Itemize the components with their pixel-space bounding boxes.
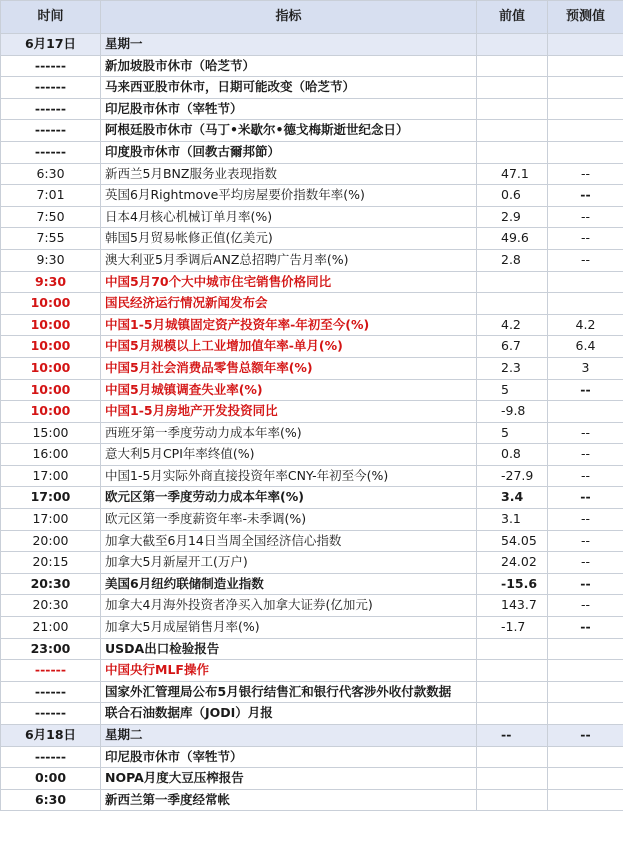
- indicator-cell: 中国1-5月实际外商直接投资年率CNY-年初至今(%): [101, 465, 477, 487]
- forecast-value-cell: [548, 120, 623, 142]
- table-row: [1, 573, 623, 595]
- table-row: [1, 444, 623, 466]
- table-row: [1, 314, 623, 336]
- table-row: [1, 789, 623, 811]
- indicator-cell: 星期二: [101, 725, 477, 747]
- indicator-cell: 中国1-5月房地产开发投资同比: [101, 401, 477, 423]
- table-row: [1, 206, 623, 228]
- table-row: [1, 379, 623, 401]
- time-cell: 6月17日: [1, 34, 101, 56]
- forecast-value-cell: [548, 681, 623, 703]
- table-row: [1, 228, 623, 250]
- previous-value-cell: 0.6: [477, 185, 548, 207]
- forecast-value-cell: --: [548, 185, 623, 207]
- forecast-value-cell: --: [548, 617, 623, 639]
- indicator-cell: 马来西亚股市休市，日期可能改变（哈芝节）: [101, 77, 477, 99]
- indicator-cell: 中国5月城镇调查失业率(%): [101, 379, 477, 401]
- forecast-value-cell: --: [548, 509, 623, 531]
- forecast-value-cell: [548, 789, 623, 811]
- indicator-cell: 中国5月社会消费品零售总额年率(%): [101, 357, 477, 379]
- indicator-cell: 新西兰第一季度经常帐: [101, 789, 477, 811]
- time-cell: 20:00: [1, 530, 101, 552]
- previous-value-cell: [477, 638, 548, 660]
- previous-value-cell: 24.02: [477, 552, 548, 574]
- previous-value-cell: --: [477, 725, 548, 747]
- table-body: [1, 34, 623, 811]
- indicator-cell: 日本4月核心机械订单月率(%): [101, 206, 477, 228]
- forecast-value-cell: [548, 768, 623, 790]
- previous-value-cell: -9.8: [477, 401, 548, 423]
- table-row: [1, 357, 623, 379]
- time-cell: 0:00: [1, 768, 101, 790]
- table-row: [1, 703, 623, 725]
- indicator-cell: 英国6月Rightmove平均房屋要价指数年率(%): [101, 185, 477, 207]
- table-row: [1, 185, 623, 207]
- previous-value-cell: 5: [477, 422, 548, 444]
- previous-value-cell: -1.7: [477, 617, 548, 639]
- forecast-value-cell: --: [548, 552, 623, 574]
- forecast-value-cell: 6.4: [548, 336, 623, 358]
- time-cell: 16:00: [1, 444, 101, 466]
- table-row: [1, 55, 623, 77]
- indicator-cell: 加拿大截至6月14日当周全国经济信心指数: [101, 530, 477, 552]
- forecast-value-cell: --: [548, 379, 623, 401]
- time-cell: ------: [1, 141, 101, 163]
- indicator-cell: 星期一: [101, 34, 477, 56]
- time-cell: ------: [1, 746, 101, 768]
- indicator-cell: 阿根廷股市休市（马丁•米歇尔•德戈梅斯逝世纪念日）: [101, 120, 477, 142]
- table-row: [1, 336, 623, 358]
- time-cell: 10:00: [1, 357, 101, 379]
- indicator-cell: 中国5月规模以上工业增加值年率-单月(%): [101, 336, 477, 358]
- forecast-value-cell: [548, 271, 623, 293]
- forecast-value-cell: [548, 703, 623, 725]
- table-row: [1, 401, 623, 423]
- indicator-cell: 联合石油数据库（JODI）月报: [101, 703, 477, 725]
- indicator-cell: 西班牙第一季度劳动力成本年率(%): [101, 422, 477, 444]
- previous-value-cell: 54.05: [477, 530, 548, 552]
- time-cell: 10:00: [1, 293, 101, 315]
- forecast-value-cell: [548, 401, 623, 423]
- forecast-value-cell: --: [548, 249, 623, 271]
- indicator-cell: 印度股市休市（回教古爾邦節）: [101, 141, 477, 163]
- table-row: [1, 249, 623, 271]
- previous-value-cell: 0.8: [477, 444, 548, 466]
- forecast-value-cell: --: [548, 595, 623, 617]
- indicator-cell: USDA出口检验报告: [101, 638, 477, 660]
- time-cell: ------: [1, 55, 101, 77]
- indicator-cell: 中国1-5月城镇固定资产投资年率-年初至今(%): [101, 314, 477, 336]
- previous-value-cell: 47.1: [477, 163, 548, 185]
- date-row: [1, 34, 623, 56]
- indicator-cell: 欧元区第一季度劳动力成本年率(%): [101, 487, 477, 509]
- time-cell: 10:00: [1, 401, 101, 423]
- previous-value-cell: 2.8: [477, 249, 548, 271]
- time-cell: 17:00: [1, 509, 101, 531]
- table-row: [1, 660, 623, 682]
- indicator-cell: 中国央行MLF操作: [101, 660, 477, 682]
- header-time: 时间: [1, 1, 101, 34]
- previous-value-cell: [477, 77, 548, 99]
- time-cell: 17:00: [1, 465, 101, 487]
- previous-value-cell: 2.9: [477, 206, 548, 228]
- previous-value-cell: [477, 271, 548, 293]
- time-cell: 23:00: [1, 638, 101, 660]
- previous-value-cell: [477, 55, 548, 77]
- forecast-value-cell: [548, 77, 623, 99]
- previous-value-cell: 6.7: [477, 336, 548, 358]
- previous-value-cell: [477, 703, 548, 725]
- forecast-value-cell: --: [548, 465, 623, 487]
- previous-value-cell: 4.2: [477, 314, 548, 336]
- time-cell: 9:30: [1, 271, 101, 293]
- date-row: [1, 725, 623, 747]
- table-row: [1, 746, 623, 768]
- indicator-cell: 国家外汇管理局公布5月银行结售汇和银行代客涉外收付款数据: [101, 681, 477, 703]
- previous-value-cell: 3.1: [477, 509, 548, 531]
- time-cell: 10:00: [1, 379, 101, 401]
- forecast-value-cell: [548, 746, 623, 768]
- table-row: [1, 77, 623, 99]
- time-cell: ------: [1, 660, 101, 682]
- time-cell: 6月18日: [1, 725, 101, 747]
- indicator-cell: 意大利5月CPI年率终值(%): [101, 444, 477, 466]
- time-cell: 7:01: [1, 185, 101, 207]
- previous-value-cell: [477, 681, 548, 703]
- previous-value-cell: [477, 789, 548, 811]
- time-cell: 10:00: [1, 314, 101, 336]
- forecast-value-cell: --: [548, 725, 623, 747]
- forecast-value-cell: [548, 55, 623, 77]
- previous-value-cell: [477, 141, 548, 163]
- time-cell: 20:30: [1, 595, 101, 617]
- indicator-cell: 加拿大5月成屋销售月率(%): [101, 617, 477, 639]
- time-cell: 20:15: [1, 552, 101, 574]
- previous-value-cell: 2.3: [477, 357, 548, 379]
- indicator-cell: 新加坡股市休市（哈芝节）: [101, 55, 477, 77]
- table-row: [1, 141, 623, 163]
- table-row: [1, 98, 623, 120]
- time-cell: 9:30: [1, 249, 101, 271]
- time-cell: 6:30: [1, 789, 101, 811]
- forecast-value-cell: [548, 34, 623, 56]
- forecast-value-cell: --: [548, 444, 623, 466]
- forecast-value-cell: [548, 141, 623, 163]
- table-row: [1, 552, 623, 574]
- table-row: [1, 509, 623, 531]
- table-row: [1, 120, 623, 142]
- indicator-cell: NOPA月度大豆压榨报告: [101, 768, 477, 790]
- indicator-cell: 加拿大5月新屋开工(万户): [101, 552, 477, 574]
- table-row: [1, 465, 623, 487]
- time-cell: 7:55: [1, 228, 101, 250]
- indicator-cell: 印尼股市休市（宰牲节）: [101, 98, 477, 120]
- time-cell: ------: [1, 681, 101, 703]
- forecast-value-cell: --: [548, 228, 623, 250]
- table-row: [1, 271, 623, 293]
- previous-value-cell: [477, 293, 548, 315]
- time-cell: 6:30: [1, 163, 101, 185]
- previous-value-cell: [477, 98, 548, 120]
- time-cell: 10:00: [1, 336, 101, 358]
- forecast-value-cell: [548, 293, 623, 315]
- indicator-cell: 欧元区第一季度薪资年率-未季调(%): [101, 509, 477, 531]
- table-row: [1, 595, 623, 617]
- indicator-cell: 加拿大4月海外投资者净买入加拿大证券(亿加元): [101, 595, 477, 617]
- indicator-cell: 美国6月纽约联储制造业指数: [101, 573, 477, 595]
- time-cell: 7:50: [1, 206, 101, 228]
- time-cell: ------: [1, 98, 101, 120]
- table-row: [1, 163, 623, 185]
- forecast-value-cell: --: [548, 206, 623, 228]
- time-cell: ------: [1, 703, 101, 725]
- table-row: [1, 293, 623, 315]
- indicator-cell: 印尼股市休市（宰牲节）: [101, 746, 477, 768]
- forecast-value-cell: [548, 638, 623, 660]
- previous-value-cell: 49.6: [477, 228, 548, 250]
- table-row: [1, 638, 623, 660]
- table-row: [1, 768, 623, 790]
- forecast-value-cell: --: [548, 163, 623, 185]
- previous-value-cell: 143.7: [477, 595, 548, 617]
- indicator-cell: 国民经济运行情况新闻发布会: [101, 293, 477, 315]
- previous-value-cell: [477, 768, 548, 790]
- header-previous: 前值: [477, 1, 548, 34]
- previous-value-cell: -15.6: [477, 573, 548, 595]
- previous-value-cell: [477, 34, 548, 56]
- forecast-value-cell: --: [548, 422, 623, 444]
- table-row: [1, 617, 623, 639]
- previous-value-cell: 5: [477, 379, 548, 401]
- table-row: [1, 681, 623, 703]
- previous-value-cell: [477, 746, 548, 768]
- header-forecast: 预测值: [548, 1, 623, 34]
- table-row: [1, 530, 623, 552]
- forecast-value-cell: [548, 98, 623, 120]
- forecast-value-cell: --: [548, 530, 623, 552]
- time-cell: ------: [1, 120, 101, 142]
- previous-value-cell: 3.4: [477, 487, 548, 509]
- forecast-value-cell: --: [548, 573, 623, 595]
- time-cell: 15:00: [1, 422, 101, 444]
- indicator-cell: 中国5月70个大中城市住宅销售价格同比: [101, 271, 477, 293]
- previous-value-cell: -27.9: [477, 465, 548, 487]
- table-header-row: [1, 1, 623, 34]
- forecast-value-cell: 3: [548, 357, 623, 379]
- forecast-value-cell: [548, 660, 623, 682]
- previous-value-cell: [477, 120, 548, 142]
- indicator-cell: 澳大利亚5月季调后ANZ总招聘广告月率(%): [101, 249, 477, 271]
- table-row: [1, 487, 623, 509]
- header-indicator: 指标: [101, 1, 477, 34]
- table-row: [1, 422, 623, 444]
- forecast-value-cell: --: [548, 487, 623, 509]
- time-cell: 17:00: [1, 487, 101, 509]
- previous-value-cell: [477, 660, 548, 682]
- time-cell: 21:00: [1, 617, 101, 639]
- time-cell: 20:30: [1, 573, 101, 595]
- time-cell: ------: [1, 77, 101, 99]
- indicator-cell: 新西兰5月BNZ服务业表现指数: [101, 163, 477, 185]
- forecast-value-cell: 4.2: [548, 314, 623, 336]
- indicator-cell: 韩国5月贸易帐修正值(亿美元): [101, 228, 477, 250]
